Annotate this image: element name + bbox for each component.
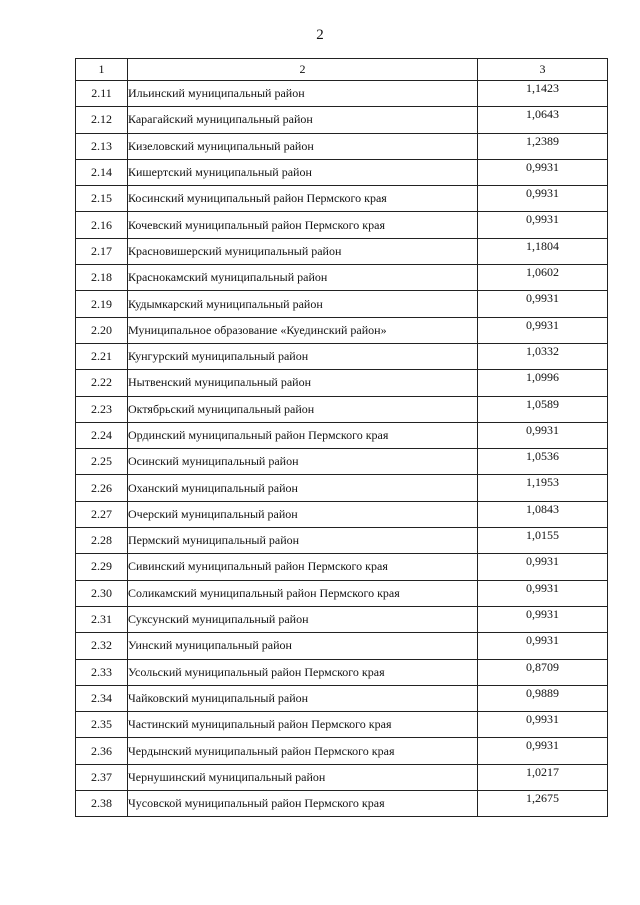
- row-name: Красновишерский муниципальный район: [128, 238, 478, 264]
- column-header-name: 2: [128, 59, 478, 81]
- row-name: Краснокамский муниципальный район: [128, 265, 478, 291]
- row-name: Чайковский муниципальный район: [128, 685, 478, 711]
- row-number: 2.15: [76, 186, 128, 212]
- row-value: 1,1423: [478, 81, 608, 107]
- row-value: 0,8709: [478, 659, 608, 685]
- row-value: 1,0602: [478, 265, 608, 291]
- row-number: 2.26: [76, 475, 128, 501]
- table-row: [76, 528, 608, 554]
- row-value: 0,9931: [478, 738, 608, 764]
- table-row: [76, 370, 608, 396]
- table-row: [76, 396, 608, 422]
- table-row: [76, 317, 608, 343]
- row-value: 0,9931: [478, 422, 608, 448]
- row-name: Пермский муниципальный район: [128, 528, 478, 554]
- row-number: 2.35: [76, 712, 128, 738]
- row-name: Суксунский муниципальный район: [128, 606, 478, 632]
- table-row: [76, 133, 608, 159]
- row-value: 1,0589: [478, 396, 608, 422]
- row-name: Чердынский муниципальный район Пермского края: [128, 738, 478, 764]
- row-value: 1,1953: [478, 475, 608, 501]
- table-row: [76, 81, 608, 107]
- table-row: [76, 633, 608, 659]
- row-number: 2.13: [76, 133, 128, 159]
- row-number: 2.27: [76, 501, 128, 527]
- row-name: Косинский муниципальный район Пермского края: [128, 186, 478, 212]
- row-value: 1,2389: [478, 133, 608, 159]
- row-number: 2.31: [76, 606, 128, 632]
- row-number: 2.11: [76, 81, 128, 107]
- row-number: 2.16: [76, 212, 128, 238]
- column-header-number: 1: [76, 59, 128, 81]
- row-value: 1,0843: [478, 501, 608, 527]
- table-row: [76, 712, 608, 738]
- row-name: Карагайский муниципальный район: [128, 107, 478, 133]
- row-value: 1,1804: [478, 238, 608, 264]
- row-name: Уинский муниципальный район: [128, 633, 478, 659]
- row-number: 2.19: [76, 291, 128, 317]
- row-number: 2.25: [76, 449, 128, 475]
- row-number: 2.18: [76, 265, 128, 291]
- row-value: 0,9931: [478, 580, 608, 606]
- row-number: 2.24: [76, 422, 128, 448]
- row-number: 2.17: [76, 238, 128, 264]
- table-row: [76, 554, 608, 580]
- row-number: 2.37: [76, 764, 128, 790]
- row-value: 1,0996: [478, 370, 608, 396]
- table-body: [76, 81, 608, 817]
- table-row: [76, 212, 608, 238]
- row-name: Чусовской муниципальный район Пермского края: [128, 791, 478, 817]
- row-value: 0,9931: [478, 186, 608, 212]
- row-name: Кишертский муниципальный район: [128, 159, 478, 185]
- row-name: Соликамский муниципальный район Пермского края: [128, 580, 478, 606]
- row-name: Ординский муниципальный район Пермского края: [128, 422, 478, 448]
- row-value: 1,0332: [478, 343, 608, 369]
- row-name: Муниципальное образование «Куединский район»: [128, 317, 478, 343]
- coefficients-table: [75, 58, 608, 817]
- row-value: 0,9931: [478, 712, 608, 738]
- table-row: [76, 659, 608, 685]
- row-name: Кунгурский муниципальный район: [128, 343, 478, 369]
- row-number: 2.33: [76, 659, 128, 685]
- row-value: 0,9931: [478, 291, 608, 317]
- row-number: 2.12: [76, 107, 128, 133]
- table-row: [76, 343, 608, 369]
- table-row: [76, 422, 608, 448]
- table-row: [76, 159, 608, 185]
- row-name: Очерский муниципальный район: [128, 501, 478, 527]
- row-value: 0,9931: [478, 554, 608, 580]
- table-row: [76, 265, 608, 291]
- row-value: 0,9889: [478, 685, 608, 711]
- row-number: 2.36: [76, 738, 128, 764]
- table-row: [76, 580, 608, 606]
- row-value: 0,9931: [478, 633, 608, 659]
- row-name: Оханский муниципальный район: [128, 475, 478, 501]
- table-row: [76, 291, 608, 317]
- table-header-row: [76, 59, 608, 81]
- row-value: 1,0536: [478, 449, 608, 475]
- row-value: 1,0155: [478, 528, 608, 554]
- table-row: [76, 685, 608, 711]
- row-number: 2.30: [76, 580, 128, 606]
- row-name: Усольский муниципальный район Пермского края: [128, 659, 478, 685]
- row-name: Сивинский муниципальный район Пермского края: [128, 554, 478, 580]
- table-row: [76, 107, 608, 133]
- row-name: Осинский муниципальный район: [128, 449, 478, 475]
- row-number: 2.21: [76, 343, 128, 369]
- row-value: 1,0643: [478, 107, 608, 133]
- row-name: Кизеловский муниципальный район: [128, 133, 478, 159]
- row-name: Частинский муниципальный район Пермского края: [128, 712, 478, 738]
- table-row: [76, 238, 608, 264]
- row-number: 2.23: [76, 396, 128, 422]
- row-name: Октябрьский муниципальный район: [128, 396, 478, 422]
- row-value: 1,2675: [478, 791, 608, 817]
- row-number: 2.38: [76, 791, 128, 817]
- row-value: 0,9931: [478, 317, 608, 343]
- table-row: [76, 501, 608, 527]
- table-row: [76, 186, 608, 212]
- table-row: [76, 738, 608, 764]
- row-value: 0,9931: [478, 159, 608, 185]
- row-name: Кудымкарский муниципальный район: [128, 291, 478, 317]
- row-number: 2.32: [76, 633, 128, 659]
- row-name: Нытвенский муниципальный район: [128, 370, 478, 396]
- table-row: [76, 764, 608, 790]
- table-row: [76, 606, 608, 632]
- row-number: 2.20: [76, 317, 128, 343]
- column-header-value: 3: [478, 59, 608, 81]
- table-row: [76, 449, 608, 475]
- row-name: Ильинский муниципальный район: [128, 81, 478, 107]
- table-row: [76, 475, 608, 501]
- row-number: 2.22: [76, 370, 128, 396]
- page-number: 2: [316, 27, 324, 43]
- row-number: 2.34: [76, 685, 128, 711]
- row-number: 2.28: [76, 528, 128, 554]
- row-value: 1,0217: [478, 764, 608, 790]
- table-row: [76, 791, 608, 817]
- row-value: 0,9931: [478, 606, 608, 632]
- row-number: 2.14: [76, 159, 128, 185]
- row-name: Кочевский муниципальный район Пермского края: [128, 212, 478, 238]
- row-name: Чернушинский муниципальный район: [128, 764, 478, 790]
- row-number: 2.29: [76, 554, 128, 580]
- row-value: 0,9931: [478, 212, 608, 238]
